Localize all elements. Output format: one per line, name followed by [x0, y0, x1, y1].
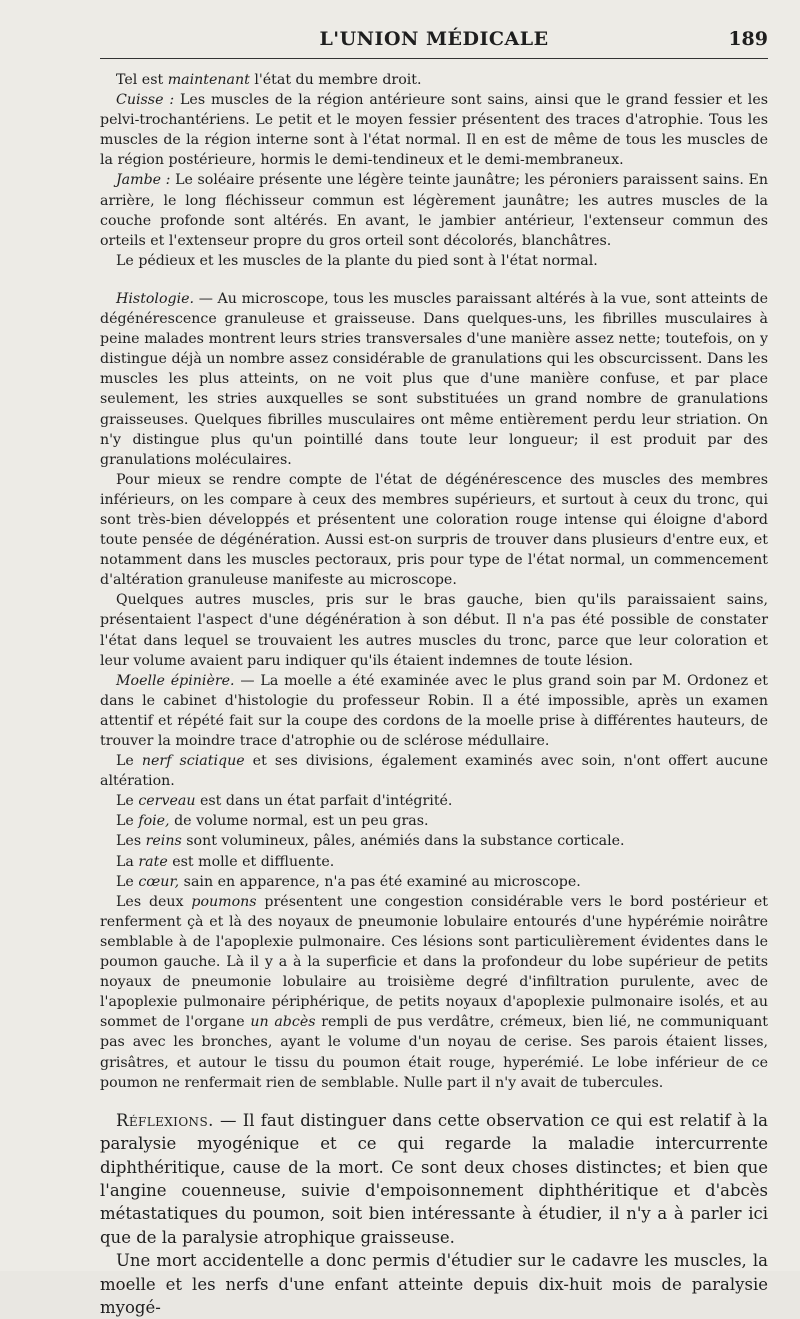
paragraph-text: Le [116, 873, 139, 890]
organ-name: poumons [191, 893, 257, 910]
paragraph [100, 892, 768, 1093]
emphasis: un abcès [250, 1014, 316, 1031]
paragraph-text: présentent une congestion considérable vers le bord postérieur et renferment çà et là des noyaux de pneumonie lobulaire entourés d'une hypérémie noirâtre semblable à de l'apoplexie pulmonaire. Ces lésions sont particulièrement évidentes dans le poumon gauche. Là il y a à la superficie et dans la profondeur du lobe supérieur de petits noyaux de pneumonie lobulaire au troisième degré d'infiltration purulente, avec de l'apoplexie pulmonaire périphérique, de petits noyaux d'apoplexie pulmonaire isolés, et au sommet de l'organe [100, 893, 768, 1031]
header-rule [100, 58, 768, 59]
organ-name: nerf sciatique [141, 753, 245, 770]
organ-name: reins [145, 833, 182, 850]
paragraph-text: Le soléaire présente une légère teinte jaunâtre; les péroniers paraissent sains. En arrière, le long fléchisseur commun est légèrement jaunâtre; les autres muscles de la couche profonde sont altérés. En avant, le jambier antérieur, l'extenseur commun des orteils et l'extenseur propre du gros orteil sont décolorés, blanchâtres. [100, 172, 768, 249]
paragraph [100, 811, 768, 831]
paragraph-text: Le pédieux et les muscles de la plante du pied sont à l'état normal. [116, 252, 598, 269]
paragraph [100, 791, 768, 811]
section-lead: Cuisse : [116, 92, 175, 109]
paragraph-text: Le [116, 813, 139, 830]
paragraph [100, 251, 768, 271]
paragraph-text: Le [116, 793, 139, 810]
paragraph [100, 590, 768, 670]
organ-name: foie, [138, 813, 170, 830]
paragraph-text: l'état du membre droit. [249, 72, 422, 88]
paragraph-text: La [116, 853, 139, 870]
paragraph-text: sont volumineux, pâles, anémiés dans la substance corticale. [181, 833, 625, 850]
paragraph-text: Les deux [116, 893, 192, 910]
paragraph-text: Une mort accidentelle a donc permis d'étudier sur le cadavre les muscles, la moelle et les nerfs d'une enfant atteinte depuis dix-huit mois de paralysie myogé- [100, 1251, 768, 1317]
paragraph [100, 470, 768, 591]
paragraph-text: Les muscles de la région antérieure sont sains, ainsi que le grand fessier et les pelvi-trochantériens. Le petit et le moyen fessier présentent des traces d'atrophie. Tous les muscles de la région interne sont à l'état normal. Il en est de même de tous les muscles de la région postérieure, hormis le demi-tendineux et le demi-membraneux. [100, 92, 768, 169]
paragraph [100, 70, 768, 90]
section-lead: Moelle épinière. [116, 672, 235, 689]
page-header [100, 28, 768, 54]
page-number: 189 [728, 28, 768, 50]
paragraph [100, 289, 768, 470]
paragraph-text: Quelques autres muscles, pris sur le bras gauche, bien qu'ils paraissaient sains, présentaient l'aspect d'une dégénération à son début. Il n'a pas été possible de constater l'état dans lequel se trouvaient les autres muscles du tronc, parce que leur coloration et leur volume avaient paru indiquer qu'ils étaient indemnes de toute lésion. [100, 592, 768, 669]
paragraph-text: est dans un état parfait d'intégrité. [195, 793, 453, 810]
paragraph-text: Pour mieux se rendre compte de l'état de dégénérescence des muscles des membres inférieurs, on les compare à ceux des membres supérieurs, et surtout à ceux du tronc, qui sont très-bien développés et présentent une coloration rouge intense qui éloigne d'abord toute pensée de dégénération. Aussi est-on surpris de trouver dans plusieurs d'entre eux, et notamment dans les muscles pectoraux, pris pour type de l'état normal, un commencement d'altération granuleuse manifeste au microscope. [100, 471, 768, 589]
paragraph [100, 831, 768, 851]
paragraph [100, 1249, 768, 1319]
paragraph-text: — La moelle a été examinée avec le plus grand soin par M. Ordonez et dans le cabinet d'histologie du professeur Robin. Il a été impossible, après un examen attentif et répété fait sur la coupe des cordons de la moelle prise à différentes hauteurs, de trouver la moindre trace d'atrophie ou de sclérose médullaire. [100, 672, 768, 749]
paragraph-text: de volume normal, est un peu gras. [169, 813, 429, 830]
paragraph [100, 1109, 768, 1249]
paragraph [100, 751, 768, 791]
paragraph-text: et ses divisions, également examinés avec soin, n'ont offert aucune altération. [100, 753, 768, 790]
paragraph-text: — Il faut distinguer dans cette observation ce qui est relatif à la paralysie myogénique et ce qui regarde la maladie intercurrente diphthéritique, cause de la mort. Ce sont deux choses distinctes; et bien que l'angine couenneuse, suivie d'empoisonnement diphthéritique et d'abcès métastatiques du poumon, soit bien intéressante à étudier, il n'y a à parler ici que de la paralysie atrophique graisseuse. [100, 1110, 768, 1247]
paragraph [100, 872, 768, 892]
paragraph-text: Le [116, 753, 142, 770]
paragraph-text: rempli de pus verdâtre, crémeux, bien lié, ne communiquant pas avec les bronches, ayant le volume d'un noyau de cerise. Ses parois étaient lisses, grisâtres, et autour le tissu du poumon était rouge, hyperémié. Le lobe inférieur de ce poumon ne renfermait rien de semblable. Nulle part il n'y avait de tubercules. [100, 1014, 768, 1091]
paragraph [100, 852, 768, 872]
journal-title: L'UNION MÉDICALE [319, 28, 549, 50]
paragraph [100, 671, 768, 751]
paragraph [100, 170, 768, 250]
reflexions-heading: Réflexions. [116, 1110, 214, 1130]
body-text [100, 70, 768, 1319]
paragraph-text: Les [116, 833, 146, 850]
section-lead: Jambe : [116, 172, 171, 189]
paragraph [100, 90, 768, 170]
organ-name: rate [138, 853, 168, 870]
organ-name: cœur, [138, 873, 180, 890]
emphasis: maintenant [167, 72, 250, 88]
paragraph-text: Tel est [116, 72, 168, 88]
paragraph-text: est molle et diffluente. [167, 853, 335, 870]
organ-name: cerveau [138, 793, 196, 810]
paragraph-text: sain en apparence, n'a pas été examiné au microscope. [179, 873, 581, 890]
paragraph-text: — Au microscope, tous les muscles paraissant altérés à la vue, sont atteints de dégénérescence granuleuse et graisseuse. Dans quelques-uns, les fibrilles musculaires à peine malades montrent leurs stries transversales d'une manière assez nette; toutefois, on y distingue déjà un nombre assez considérable de granulations qui les obscurcissent. Dans les muscles les plus atteints, on ne voit plus que d'une manière confuse, et par place seulement, les stries auxquelles se sont substituées un grand nombre de granulations graisseuses. Quelques fibrilles musculaires ont même entièrement perdu leur striation. On n'y distingue plus qu'un pointillé dans toute leur longueur; il est produit par des granulations moléculaires. [100, 290, 768, 468]
section-lead: Histologie. [116, 290, 195, 307]
